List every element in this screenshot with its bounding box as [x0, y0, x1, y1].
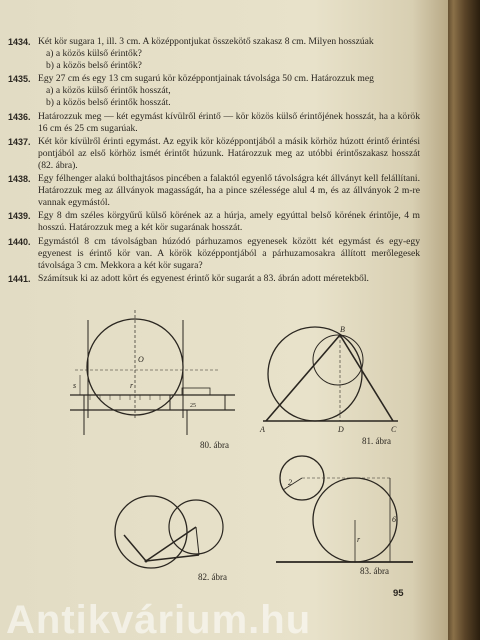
problem-number: 1435.	[8, 74, 31, 85]
problem-subitem: a) a közös külső érintők?	[46, 48, 142, 60]
problem-number: 1436.	[8, 111, 31, 122]
fig80-label-O: O	[138, 355, 144, 364]
problem-text: Határozzuk meg — két egymást kívülről érintő — kör közös külső érintőjének hosszát, ha a körök 16 cm és 25 cm sugarúak.	[38, 110, 420, 134]
figure-81-caption: 81. ábra	[362, 436, 391, 446]
problem-item	[8, 236, 420, 272]
problem-item	[8, 36, 420, 72]
problem-item	[8, 73, 420, 109]
problem-body	[38, 236, 420, 272]
fig83-label-2: 2	[288, 478, 292, 487]
problem-text: Két kör kívülről érinti egymást. Az egyik kör középpontjából a másik körhöz húzott érintő érintési pontjából az első körhöz ismét érintőt húzunk. Határozzuk meg az utóbbi érintőszakasz hosszát (82. ábra).	[38, 135, 420, 171]
problem-number: 1439.	[8, 211, 31, 222]
figure-82	[104, 475, 234, 575]
problem-number: 1438.	[8, 174, 31, 185]
figures-area	[0, 300, 448, 600]
problem-body	[38, 73, 420, 109]
problem-text: Egy 8 dm széles körgyűrű külső körének az a húrja, amely egyúttal belső körének érintője, 4 m hosszú. Határozzuk meg a két kör sugarának hosszát.	[38, 210, 420, 234]
figure-83	[268, 450, 418, 565]
problem-text: Egy 27 cm és egy 13 cm sugarú kör középpontjainak távolsága 50 cm. Határozzuk meg	[38, 73, 374, 85]
problem-number: 1437.	[8, 136, 31, 147]
problem-body	[38, 136, 420, 172]
fig81-label-C: C	[391, 425, 397, 434]
problem-subitem: b) a közös belső érintők?	[46, 60, 142, 72]
problem-number: 1441.	[8, 273, 31, 284]
problem-text: Egymástól 8 cm távolságban húzódó párhuzamos egyenesek között két egymást és egy-egy egyenest is érintő kör van. A körök középpontjából a párhuzamosakra állított merőlegesek távolsága 3 cm. Mekkora a két kör sugara?	[38, 235, 420, 271]
problem-body	[38, 36, 420, 72]
problem-body	[38, 111, 420, 135]
problem-text: Számítsuk ki az adott kört és egyenest érintő kör sugarát a 83. ábrán adott méretekből.	[38, 272, 369, 284]
fig80-label-r: r	[130, 381, 134, 390]
figure-82-caption: 82. ábra	[198, 572, 227, 582]
problem-body	[38, 273, 420, 285]
problem-item	[8, 136, 420, 172]
problem-text: Két kör sugara 1, ill. 3 cm. A középpontjukat összekötő szakasz 8 cm. Milyen hosszúak	[38, 36, 374, 47]
page-number: 95	[393, 588, 404, 599]
problem-subitem: a) a közös külső érintők hosszát,	[46, 85, 171, 97]
fig81-label-A: A	[260, 425, 265, 434]
fig83-label-6: 6	[392, 515, 396, 524]
problem-item	[8, 210, 420, 234]
problem-item	[8, 173, 420, 209]
problem-text: Egy félhenger alakú bolthajtásos pincében a falaktól egyenlő távolságra két állványt kell felállítani. Határozzuk meg az állványok magasságát, ha a pince szélessége alul 4 m, és az állványok 2 m-re vannak egymástól.	[38, 173, 420, 209]
problem-body	[38, 210, 420, 234]
problem-subitem: b) a közös belső érintők hosszát.	[46, 97, 171, 109]
figure-80-caption: 80. ábra	[200, 440, 229, 450]
problem-number: 1434.	[8, 37, 31, 47]
fig81-label-B: B	[340, 325, 345, 334]
problem-item	[8, 111, 420, 135]
problem-list	[8, 36, 420, 285]
fig80-label-s: s	[73, 381, 77, 390]
problem-item	[8, 273, 420, 285]
problem-number: 1440.	[8, 236, 31, 247]
problem-body	[38, 173, 420, 209]
fig80-ruler-label: 25	[190, 403, 196, 409]
fig83-label-r: r	[357, 535, 361, 544]
watermark-text: Antikvárium.hu	[6, 600, 312, 640]
fig81-label-D: D	[338, 425, 344, 434]
figure-83-caption: 83. ábra	[360, 566, 389, 576]
figure-80	[70, 300, 250, 445]
figure-81	[258, 320, 408, 440]
